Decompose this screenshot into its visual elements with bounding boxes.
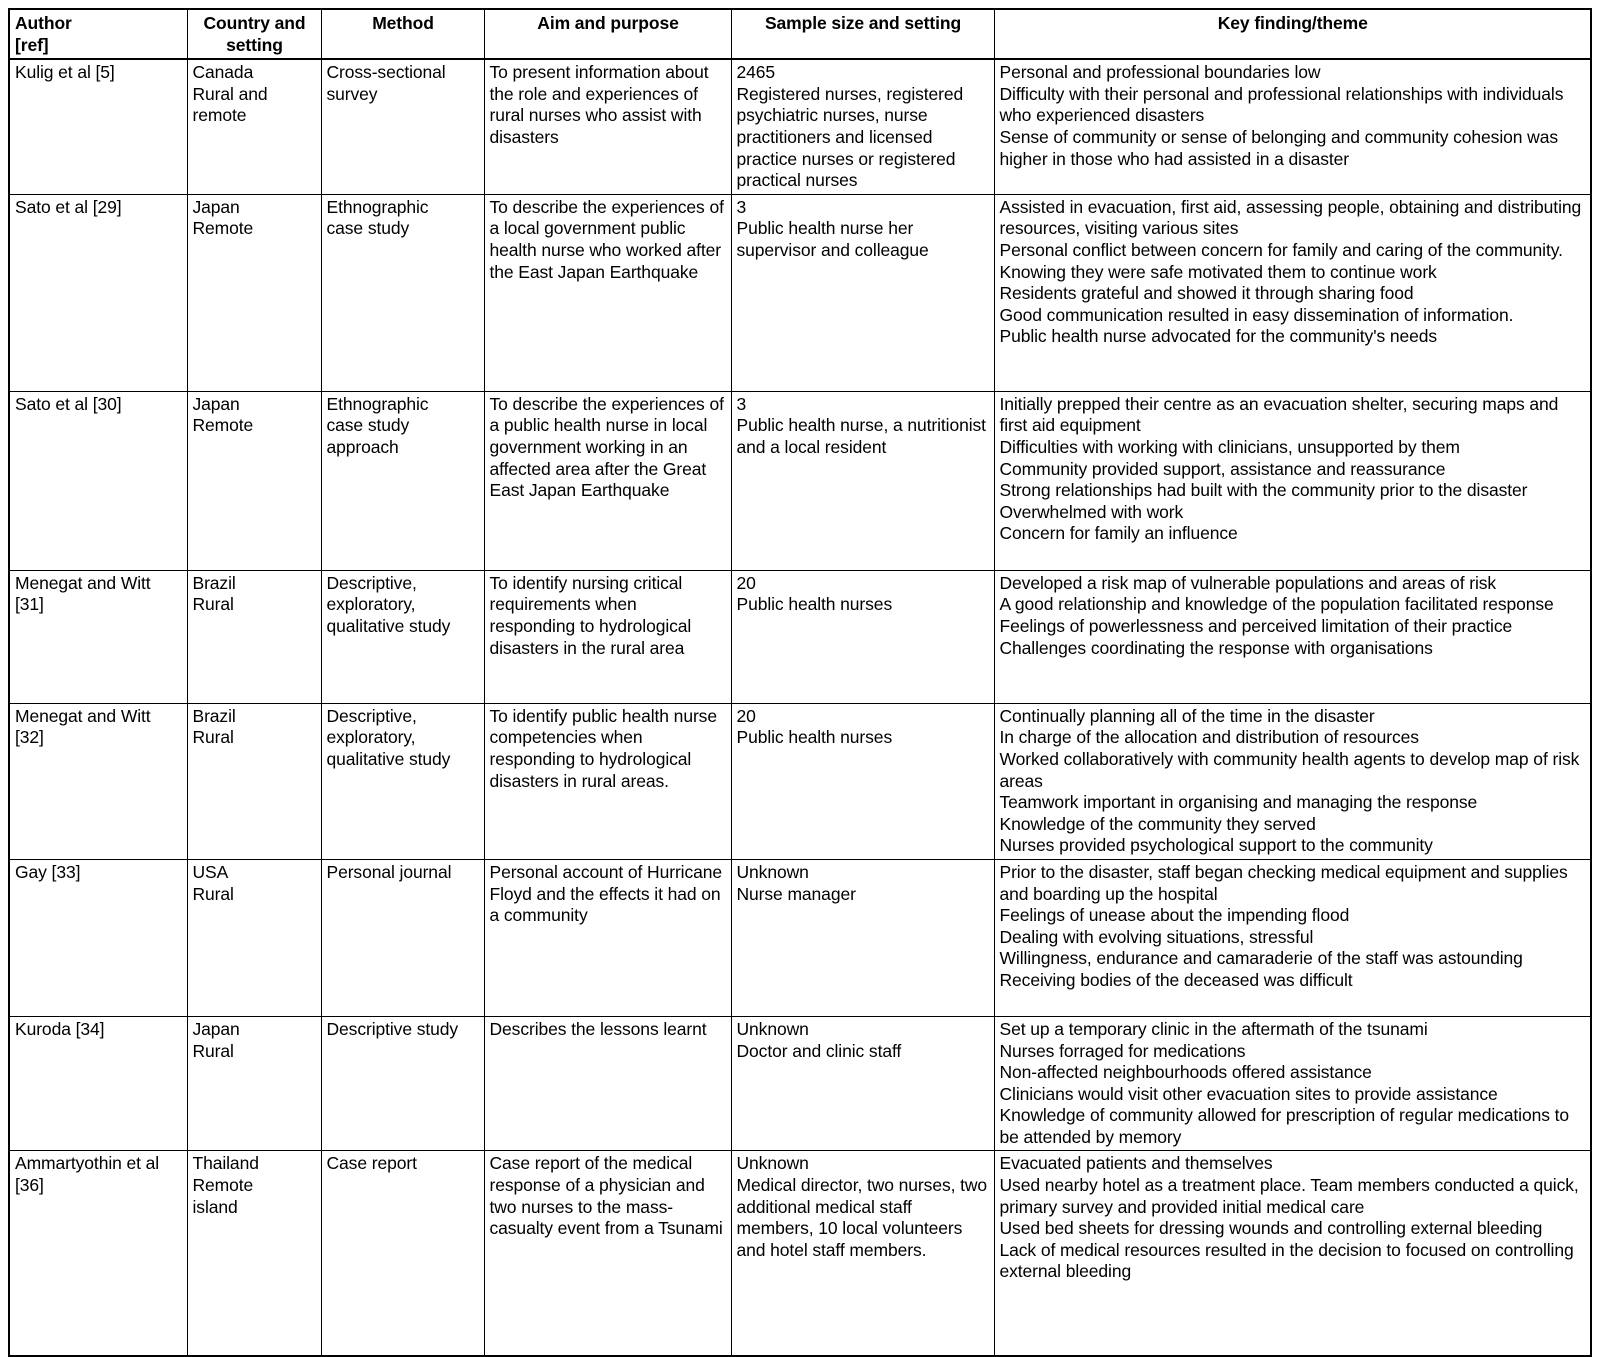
cell-lines: [1000, 394, 1587, 545]
cell-lines: [1000, 1019, 1587, 1149]
cell-line: Residents grateful and showed it through sharing food: [999, 283, 1414, 304]
cell-findings: [994, 859, 1591, 1016]
cell-line: Knowledge of the community they served: [999, 813, 1316, 834]
cell-sample: [731, 859, 994, 1016]
cell-lines: [1000, 1153, 1587, 1283]
cell-lines: [737, 1153, 990, 1261]
cell-country: [187, 194, 321, 391]
cell-line: Brazil: [192, 572, 236, 593]
cell-line: Public health nurse advocated for the community's needs: [999, 326, 1438, 347]
cell-lines: [15, 862, 183, 884]
cell-method: [321, 391, 484, 570]
cell-line: 3: [736, 196, 747, 217]
table-row: [9, 1151, 1591, 1357]
cell-line: remote: [192, 105, 247, 126]
cell-line: To identify nursing critical requirements when responding to hydrological disasters in the rural area: [489, 572, 692, 658]
cell-line: Thailand: [192, 1153, 259, 1174]
cell-line: Descriptive,: [326, 572, 417, 593]
cell-line: Doctor and clinic staff: [736, 1040, 902, 1061]
cell-lines: [1000, 706, 1587, 857]
cell-line: 3: [736, 393, 747, 414]
cell-line: [32]: [15, 727, 44, 748]
cell-aim: [484, 703, 731, 859]
cell-line: Remote: [192, 415, 254, 436]
column-header-author: [9, 9, 187, 59]
cell-lines: [15, 1019, 183, 1041]
cell-line: qualitative study: [326, 748, 451, 769]
cell-lines: [15, 394, 183, 416]
cell-aim: [484, 570, 731, 703]
cell-findings: [994, 59, 1591, 194]
cell-findings: [994, 570, 1591, 703]
table-row: [9, 194, 1591, 391]
table-row: [9, 703, 1591, 859]
cell-sample: [731, 1016, 994, 1151]
cell-line: Rural: [192, 1040, 234, 1061]
column-header-method: [321, 9, 484, 59]
column-header-findings-line1: Key finding/theme: [1217, 13, 1368, 33]
cell-lines: [737, 706, 990, 749]
column-header-author-line1: Author: [15, 13, 72, 33]
cell-lines: [737, 394, 990, 459]
cell-line: Worked collaboratively with community health agents to develop map of risk areas: [999, 748, 1580, 791]
cell-line: Lack of medical resources resulted in the decision to focused on controlling external bleeding: [999, 1239, 1574, 1282]
column-header-author-line2: [ref]: [15, 34, 49, 55]
cell-line: Community provided support, assistance and reassurance: [999, 458, 1446, 479]
cell-line: Medical director, two nurses, two additional medical staff members, 10 local volunteers and hotel staff members.: [736, 1175, 988, 1260]
cell-line: Remote: [192, 1175, 254, 1196]
cell-lines: [193, 1019, 317, 1062]
cell-lines: [737, 1019, 990, 1062]
cell-lines: [327, 1153, 480, 1175]
cell-line: Unknown: [736, 1153, 809, 1174]
cell-line: Overwhelmed with work: [999, 501, 1184, 522]
cell-line: Nurse manager: [736, 883, 856, 904]
cell-lines: [15, 1153, 183, 1196]
cell-line: case study: [326, 218, 410, 239]
cell-line: USA: [192, 861, 229, 882]
cell-lines: [15, 706, 183, 749]
cell-line: To present information about the role and experiences of rural nurses who assist with disasters: [489, 62, 709, 147]
cell-line: Knowledge of community allowed for prescription of regular medications to be attended by memory: [999, 1105, 1570, 1147]
cell-author: [9, 1151, 187, 1357]
table-body: [9, 59, 1591, 1356]
cell-line: Prior to the disaster, staff began checking medical equipment and supplies and boarding up the hospital: [999, 861, 1568, 904]
cell-findings: [994, 391, 1591, 570]
cell-line: Sato et al [30]: [15, 393, 122, 414]
cell-line: Assisted in evacuation, first aid, assessing people, obtaining and distributing resources, visiting various sites: [999, 196, 1582, 239]
studies-table: [8, 8, 1592, 1357]
cell-lines: [1000, 197, 1587, 348]
cell-line: Personal conflict between concern for family and caring of the community. Knowing they were safe motivated them to continue work: [999, 239, 1563, 282]
cell-line: Rural and: [192, 83, 268, 104]
cell-line: Feelings of unease about the impending flood: [999, 905, 1350, 926]
column-header-sample: [731, 9, 994, 59]
cell-lines: [490, 573, 727, 659]
cell-line: approach: [326, 436, 399, 457]
cell-line: Ethnographic: [326, 393, 429, 414]
cell-line: Strong relationships had built with the community prior to the disaster: [999, 480, 1528, 501]
cell-lines: [1000, 573, 1587, 659]
cell-sample: [731, 1151, 994, 1357]
cell-line: Good communication resulted in easy dissemination of information.: [999, 304, 1514, 325]
cell-line: Japan: [192, 196, 240, 217]
cell-line: 20: [736, 572, 756, 593]
cell-lines: [327, 862, 480, 884]
cell-lines: [327, 197, 480, 240]
cell-line: Kulig et al [5]: [15, 62, 115, 83]
cell-line: island: [192, 1196, 238, 1217]
cell-country: [187, 391, 321, 570]
cell-line: Rural: [192, 883, 234, 904]
cell-author: [9, 59, 187, 194]
cell-line: Canada: [192, 62, 254, 83]
cell-line: Descriptive study: [326, 1018, 459, 1039]
cell-line: Ammartyothin et al: [15, 1153, 160, 1174]
cell-method: [321, 1151, 484, 1357]
cell-country: [187, 59, 321, 194]
cell-lines: [193, 862, 317, 905]
cell-line: Public health nurse her supervisor and colleague: [736, 218, 929, 260]
cell-line: To identify public health nurse competencies when responding to hydrological disasters in rural areas.: [489, 705, 717, 791]
cell-lines: [327, 394, 480, 459]
cell-line: Receiving bodies of the deceased was difficult: [999, 969, 1353, 990]
cell-line: Describes the lessons learnt: [489, 1018, 707, 1039]
cell-aim: [484, 859, 731, 1016]
cell-line: Japan: [192, 1018, 240, 1039]
cell-line: Used bed sheets for dressing wounds and controlling external bleeding: [999, 1218, 1543, 1239]
cell-line: Unknown: [736, 1018, 809, 1039]
cell-method: [321, 59, 484, 194]
cell-sample: [731, 703, 994, 859]
cell-lines: [15, 197, 183, 219]
cell-author: [9, 391, 187, 570]
table-header: [9, 9, 1591, 59]
cell-lines: [490, 706, 727, 792]
cell-line: Difficulty with their personal and professional relationships with individuals who experienced disasters: [999, 83, 1564, 126]
cell-line: Japan: [192, 393, 240, 414]
cell-line: Menegat and Witt: [15, 572, 151, 593]
cell-line: Nurses provided psychological support to the community: [999, 835, 1433, 856]
cell-line: Gay [33]: [15, 861, 81, 882]
cell-line: Developed a risk map of vulnerable populations and areas of risk: [999, 572, 1497, 593]
cell-line: Clinicians would visit other evacuation sites to provide assistance: [999, 1083, 1498, 1104]
cell-line: Personal journal: [326, 861, 452, 882]
cell-line: Personal and professional boundaries low: [999, 62, 1321, 83]
cell-lines: [327, 706, 480, 771]
cell-line: Set up a temporary clinic in the aftermath of the tsunami: [999, 1018, 1428, 1039]
cell-line: Non-affected neighbourhoods offered assistance: [999, 1062, 1372, 1083]
cell-aim: [484, 1151, 731, 1357]
cell-country: [187, 1151, 321, 1357]
cell-method: [321, 194, 484, 391]
column-header-country-line1: Country and: [203, 13, 306, 33]
cell-line: Case report: [326, 1153, 417, 1174]
cell-findings: [994, 194, 1591, 391]
cell-lines: [327, 1019, 480, 1041]
cell-country: [187, 859, 321, 1016]
cell-lines: [193, 573, 317, 616]
cell-country: [187, 1016, 321, 1151]
table-row: [9, 1016, 1591, 1151]
cell-line: 2465: [736, 62, 776, 83]
cell-author: [9, 859, 187, 1016]
cell-lines: [193, 1153, 317, 1218]
cell-line: In charge of the allocation and distribution of resources: [999, 727, 1419, 748]
cell-method: [321, 1016, 484, 1151]
cell-line: case study: [326, 415, 410, 436]
cell-lines: [1000, 62, 1587, 170]
cell-line: Nurses forraged for medications: [999, 1040, 1246, 1061]
table-row: [9, 859, 1591, 1016]
cell-line: Willingness, endurance and camaraderie of the staff was astounding: [999, 948, 1523, 969]
cell-sample: [731, 570, 994, 703]
column-header-aim-line1: Aim and purpose: [537, 13, 679, 33]
cell-sample: [731, 194, 994, 391]
cell-aim: [484, 391, 731, 570]
cell-line: Used nearby hotel as a treatment place. Team members conducted a quick, primary survey and provided initial medical care: [999, 1175, 1579, 1217]
column-header-sample-line1: Sample size and setting: [764, 13, 962, 33]
cell-findings: [994, 1151, 1591, 1357]
cell-line: Ethnographic: [326, 196, 429, 217]
column-header-method-line1: Method: [372, 13, 434, 33]
cell-lines: [490, 1019, 727, 1041]
cell-line: [31]: [15, 594, 44, 615]
cell-lines: [737, 862, 990, 905]
column-header-aim: [484, 9, 731, 59]
cell-lines: [193, 706, 317, 749]
cell-lines: [15, 573, 183, 616]
cell-lines: [490, 862, 727, 927]
cell-aim: [484, 59, 731, 194]
cell-line: Personal account of Hurricane Floyd and the effects it had on a community: [489, 861, 723, 926]
cell-method: [321, 703, 484, 859]
cell-lines: [15, 62, 183, 84]
column-header-country-line2: setting: [226, 34, 283, 55]
cell-line: qualitative study: [326, 615, 451, 636]
cell-lines: [490, 1153, 727, 1239]
cell-findings: [994, 703, 1591, 859]
cell-line: Sato et al [29]: [15, 196, 122, 217]
cell-line: Difficulties with working with clinicians, unsupported by them: [999, 436, 1460, 457]
cell-line: Feelings of powerlessness and perceived limitation of their practice: [999, 615, 1513, 636]
cell-lines: [193, 197, 317, 240]
cell-line: Sense of community or sense of belonging and community cohesion was higher in those who had assisted in a disaster: [999, 126, 1558, 169]
cell-author: [9, 1016, 187, 1151]
table-row: [9, 570, 1591, 703]
cell-line: Initially prepped their centre as an evacuation shelter, securing maps and first aid equipment: [999, 393, 1559, 436]
cell-line: [36]: [15, 1175, 44, 1196]
cell-line: To describe the experiences of a local government public health nurse who worked after the East Japan Earthquake: [489, 196, 724, 282]
cell-author: [9, 194, 187, 391]
cell-line: Concern for family an influence: [999, 523, 1238, 544]
cell-author: [9, 570, 187, 703]
cell-findings: [994, 1016, 1591, 1151]
cell-line: Public health nurse, a nutritionist and a local resident: [736, 415, 986, 457]
cell-line: Challenges coordinating the response with organisations: [999, 637, 1433, 658]
cell-line: To describe the experiences of a public health nurse in local government working in an affected area after the Great East Japan Earthquake: [489, 393, 724, 501]
cell-line: Dealing with evolving situations, stressful: [999, 926, 1314, 947]
cell-method: [321, 570, 484, 703]
cell-sample: [731, 59, 994, 194]
cell-lines: [737, 62, 990, 192]
cell-lines: [490, 394, 727, 502]
cell-line: Menegat and Witt: [15, 705, 151, 726]
column-header-findings: [994, 9, 1591, 59]
cell-lines: [490, 62, 727, 148]
column-header-country: [187, 9, 321, 59]
cell-line: Remote: [192, 218, 254, 239]
cell-line: Rural: [192, 727, 234, 748]
cell-line: Rural: [192, 594, 234, 615]
cell-lines: [327, 573, 480, 638]
cell-line: Teamwork important in organising and managing the response: [999, 792, 1478, 813]
cell-line: Kuroda [34]: [15, 1018, 105, 1039]
cell-line: Cross-sectional: [326, 62, 446, 83]
cell-lines: [193, 394, 317, 437]
cell-lines: [490, 197, 727, 283]
cell-line: A good relationship and knowledge of the population facilitated response: [999, 594, 1554, 615]
cell-line: Case report of the medical response of a physician and two nurses to the mass-casualty event from a Tsunami: [489, 1153, 723, 1239]
cell-line: Descriptive,: [326, 705, 417, 726]
cell-line: Brazil: [192, 705, 236, 726]
table-row: [9, 59, 1591, 194]
table-row: [9, 391, 1591, 570]
cell-line: exploratory,: [326, 727, 416, 748]
table-header-row: [9, 9, 1591, 59]
cell-line: survey: [326, 83, 378, 104]
cell-lines: [737, 197, 990, 262]
cell-aim: [484, 194, 731, 391]
cell-author: [9, 703, 187, 859]
cell-line: 20: [736, 705, 756, 726]
cell-line: Public health nurses: [736, 727, 893, 748]
cell-line: exploratory,: [326, 594, 416, 615]
cell-aim: [484, 1016, 731, 1151]
cell-line: Registered nurses, registered psychiatric nurses, nurse practitioners and licensed practice nurses or registered practical nurses: [736, 83, 964, 191]
cell-line: Continually planning all of the time in the disaster: [999, 705, 1375, 726]
cell-line: Public health nurses: [736, 594, 893, 615]
cell-lines: [193, 62, 317, 127]
cell-lines: [327, 62, 480, 105]
cell-country: [187, 570, 321, 703]
cell-lines: [737, 573, 990, 616]
cell-line: Unknown: [736, 861, 809, 882]
cell-method: [321, 859, 484, 1016]
cell-sample: [731, 391, 994, 570]
cell-line: Evacuated patients and themselves: [999, 1153, 1273, 1174]
cell-country: [187, 703, 321, 859]
cell-lines: [1000, 862, 1587, 992]
